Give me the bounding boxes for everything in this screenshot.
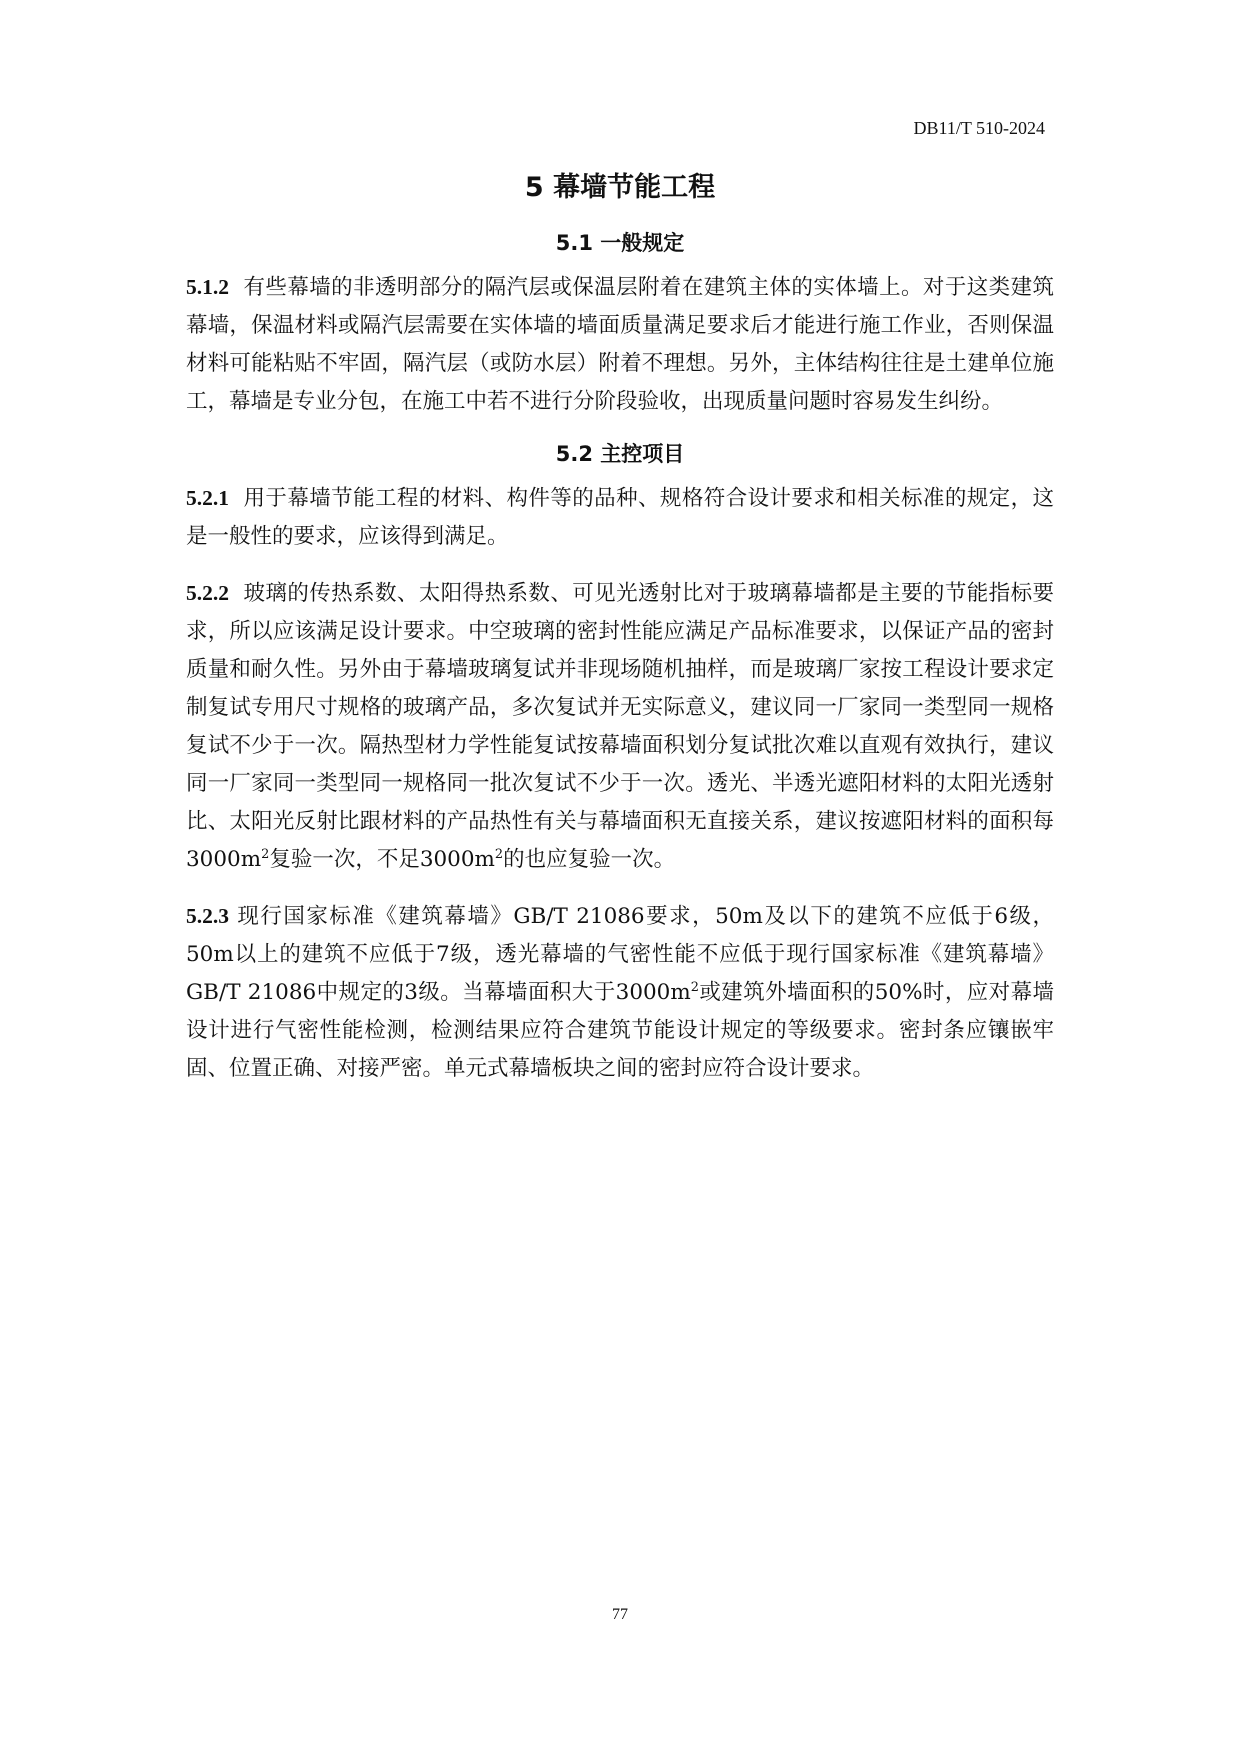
clause-text-part-b: 或建筑外墙面积的50%时，应对幕墙设计进行气密性能检测，检测结果应符合建筑节能设计规定的等级要求。密封条应镶嵌牢固、位置正确、对接严密。单元式幕墙板块之间的密封应符合设计要求。 <box>186 980 1054 1081</box>
page-content <box>186 170 1054 1088</box>
chapter-title: 5 幕墙节能工程 <box>524 172 716 203</box>
section-title-5-2: 5.2 主控项目 <box>555 442 685 466</box>
clause-5-2-2 <box>186 574 1054 879</box>
clause-text: 用于幕墙节能工程的材料、构件等的品种、规格符合设计要求和相关标准的规定，这是一般性的要求，应该得到满足。 <box>186 486 1054 549</box>
section-title-5-1: 5.1 一般规定 <box>555 231 685 255</box>
document-code: DB11/T 510-2024 <box>913 118 1045 138</box>
clause-text-part-a: 现行国家标准《建筑幕墙》GB/T 21086要求，50m及以下的建筑不应低于6级，50m以上的建筑不应低于7级，透光幕墙的气密性能不应低于现行国家标准《建筑幕墙》GB/T 21086中规定的3级。当幕墙面积大于3000m <box>186 904 1054 1005</box>
clause-number: 5.2.3 <box>186 904 229 928</box>
clause-text-part-a: 玻璃的传热系数、太阳得热系数、可见光透射比对于玻璃幕墙都是主要的节能指标要求，所以应该满足设计要求。中空玻璃的密封性能应满足产品标准要求，以保证产品的密封质量和耐久性。另外由于幕墙玻璃复试并非现场随机抽样，而是玻璃厂家按工程设计要求定制复试专用尺寸规格的玻璃产品，多次复试并无实际意义，建议同一厂家同一类型同一规格复试不少于一次。隔热型材力学性能复试按幕墙面积划分复试批次难以直观有效执行，建议同一厂家同一类型同一规格同一批次复试不少于一次。透光、半透光遮阳材料的太阳光透射比、太阳光反射比跟材料的产品热性有关与幕墙面积无直接关系，建议按遮阳材料的面积每3000m <box>186 581 1054 872</box>
page-number: 77 <box>612 1606 628 1623</box>
area-superscript: 2 <box>690 979 699 995</box>
area-superscript: 2 <box>261 846 270 862</box>
clause-number: 5.2.2 <box>186 581 229 605</box>
clause-5-2-1 <box>186 479 1054 556</box>
clause-number: 5.2.1 <box>186 486 229 510</box>
clause-number: 5.1.2 <box>186 275 229 299</box>
clause-5-2-3 <box>186 897 1054 1088</box>
clause-text-part-b: 复验一次，不足3000m <box>269 847 495 872</box>
clause-text: 有些幕墙的非透明部分的隔汽层或保温层附着在建筑主体的实体墙上。对于这类建筑幕墙，保温材料或隔汽层需要在实体墙的墙面质量满足要求后才能进行施工作业，否则保温材料可能粘贴不牢固，隔汽层（或防水层）附着不理想。另外，主体结构往往是土建单位施工，幕墙是专业分包，在施工中若不进行分阶段验收，出现质量问题时容易发生纠纷。 <box>186 275 1054 414</box>
clause-text-part-c: 的也应复验一次。 <box>503 847 676 872</box>
area-superscript: 2 <box>494 846 504 862</box>
clause-5-1-2 <box>186 268 1054 421</box>
